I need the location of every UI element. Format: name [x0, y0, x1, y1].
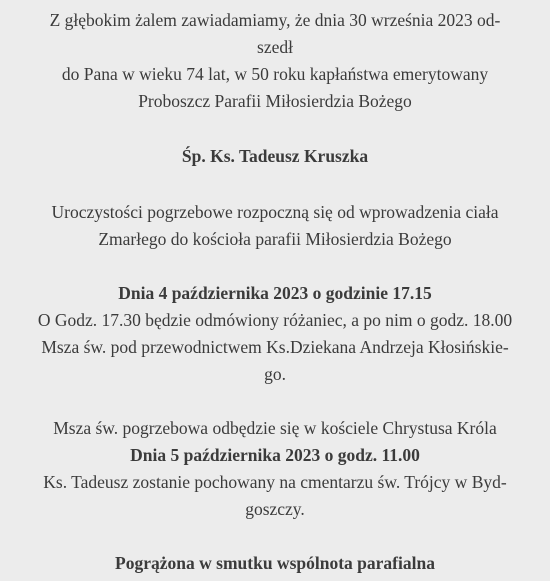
second-date-heading: Dnia 5 października 2023 o godz. 11.00: [130, 445, 420, 465]
funeral-intro-paragraph: [0, 199, 550, 253]
second-day-section: [0, 415, 550, 523]
text-line: Zmarłego do kościoła parafii Miłosierdzia Bożego: [98, 229, 452, 249]
closing-signature: Pogrążona w smutku wspólnota parafialna: [115, 553, 435, 573]
announcement-paragraph: [0, 7, 550, 115]
text-line: Msza św. pod przewodnictwem Ks.Dziekana Andrzeja Kłosińskie-: [41, 337, 509, 357]
text-line: go.: [264, 364, 286, 384]
text-line: Z głębokim żalem zawiadamiamy, że dnia 30 września 2023 od-: [49, 10, 501, 30]
text-line: goszczy.: [245, 499, 305, 519]
text-line: do Pana w wieku 74 lat, w 50 roku kapłaństwa emerytowany: [61, 64, 489, 84]
text-line: Uroczystości pogrzebowe rozpoczną się od wprowadzenia ciała: [51, 202, 499, 222]
text-line: Ks. Tadeusz zostanie pochowany na cmentarzu św. Trójcy w Byd-: [43, 472, 507, 492]
text-line: O Godz. 17.30 będzie odmówiony różaniec, a po nim o godz. 18.00: [37, 310, 513, 330]
text-line: szedł: [257, 37, 293, 57]
text-line: Proboszcz Parafii Miłosierdzia Bożego: [138, 91, 412, 111]
deceased-name: Śp. Ks. Tadeusz Kruszka: [181, 146, 369, 166]
first-date-heading: Dnia 4 października 2023 o godzinie 17.15: [118, 283, 432, 303]
first-day-section: [0, 280, 550, 388]
text-line: Msza św. pogrzebowa odbędzie się w kościele Chrystusa Króla: [53, 418, 497, 438]
